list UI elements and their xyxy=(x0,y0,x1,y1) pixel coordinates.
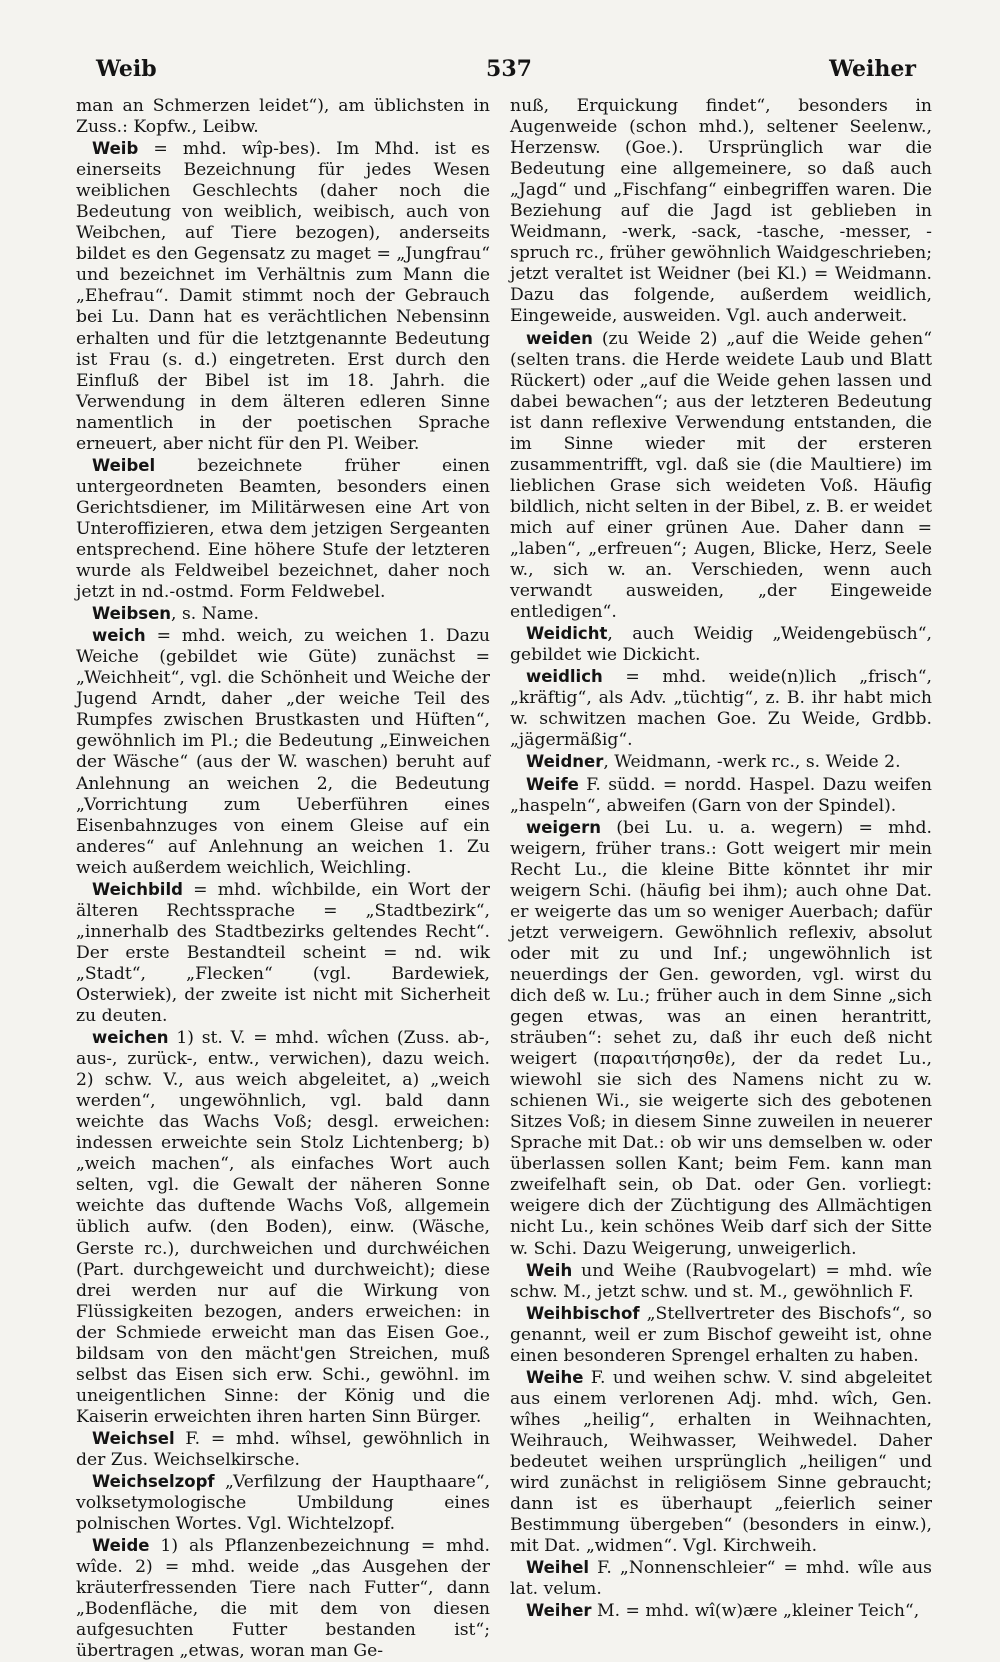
entry-headword: weich xyxy=(92,626,146,646)
entry-text: „Stellvertreter des Bischofs“, so genannt, weil er zum Bischof geweiht ist, ohne einen besonderen Sprengel erhalten zu haben. xyxy=(510,1303,932,1366)
entry-text: = mhd. weich, zu weichen 1. Dazu Weiche (gebildet wie Güte) zunächst = „Weichheit“, vgl. die Schönheit und Weiche der Jugend Arndt, daher „der weiche Teil des Rumpfes zwischen Brustkasten und Hüften“, gewöhnlich im Pl.; die Bedeutung „Einweichen der Wäsche“ (aus der W. waschen) beruht auf Anlehnung an weichen 2, die Bedeutung „Vorrichtung zum Ueberführen eines Eisenbahnzuges von einem Gleise auf ein anderes“ auf Anlehnung an weichen 1. Zu weich außerdem weichlich, Weichling. xyxy=(76,626,490,878)
entry-text: und Weihe (Raubvogelart) = mhd. wîe schw. M., jetzt schw. und st. M., gewöhnlich F. xyxy=(510,1260,932,1302)
dictionary-entry xyxy=(76,1428,490,1471)
dictionary-entry xyxy=(76,1535,490,1662)
entry-text: nuß, Erquickung findet“, besonders in Augenweide (schon mhd.), seltener Seelenw., Herzensw. (Goe.). Ursprünglich war die Bedeutung eine allgemeinere, so daß auch „Jagd“ und „Fischfang“ einbegriffen waren. Die Beziehung auf die Jagd ist geblieben in Weidmann, -werk, -sack, -tasche, -messer, -spruch rc., früher gewöhnlich Waidgeschrieben; jetzt veraltet ist Weidner (bei Kl.) = Weidmann. Dazu das folgende, außerdem weidlich, Eingeweide, ausweiden. Vgl. auch anderweit. xyxy=(510,96,932,327)
entry-text: F. = mhd. wîhsel, gewöhnlich in der Zus. Weichselkirsche. xyxy=(76,1428,490,1470)
entry-headword: Weibel xyxy=(92,455,156,475)
dictionary-entry xyxy=(76,603,490,625)
page-header xyxy=(86,56,932,92)
dictionary-entry xyxy=(76,879,490,1027)
entry-headword: Weiher xyxy=(526,1601,592,1621)
dictionary-entry xyxy=(510,774,932,817)
entry-headword: weichen xyxy=(92,1028,169,1048)
entry-text: (zu Weide 2) „auf die Weide gehen“ (selten trans. die Herde weidete Laub und Blatt Rückert) oder „auf die Weide gehen lassen und dabei bewachen“; aus der letzteren Bedeutung ist dann reflexive Verwendung entstanden, die im Sinne wieder mit der ersteren zusammentrifft, vgl. daß sie (die Maultiere) im lieblichen Grase sich weideten Voß. Häufig bildlich, nicht selten in der Bibel, z. B. er weidet mich auf einer grünen Aue. Daher dann = „laben“, „erfreuen“; Augen, Blicke, Herz, Seele w., sich w. an. Verschieden, wenn auch verwandt ausweiden, „der Eingeweide entledigen“. xyxy=(510,328,932,623)
dictionary-entry xyxy=(510,1367,932,1557)
entry-text: F. und weihen schw. V. sind abgeleitet aus einem verlorenen Adj. mhd. wîch, Gen. wîhes „heilig“, erhalten in Weihnachten, Weihrauch, Weihwasser, Weihwedel. Daher bedeutet weihen ursprünglich „heiligen“ und wird zunächst in religiösem Sinne gebraucht; dann ist es überhaupt „feierlich seiner Bestimmung übergeben“ (besonders in einw.), mit Dat. „widmen“. Vgl. Kirchweih. xyxy=(510,1367,932,1557)
dictionary-entry xyxy=(510,1303,932,1367)
entry-text: F. „Nonnenschleier“ = mhd. wîle aus lat. velum. xyxy=(510,1558,932,1600)
entry-headword: Weihel xyxy=(526,1558,590,1578)
dictionary-entry xyxy=(76,1471,490,1535)
entry-headword: weigern xyxy=(526,817,601,837)
dictionary-entry xyxy=(76,625,490,879)
entry-headword: Weidner xyxy=(526,752,604,772)
dictionary-entry xyxy=(510,1600,932,1622)
entry-text: , auch Weidig „Weidengebüsch“, gebildet wie Dickicht. xyxy=(510,624,932,666)
entry-text: F. südd. = nordd. Haspel. Dazu weifen „haspeln“, abweifen (Garn von der Spindel). xyxy=(510,774,932,816)
entry-text: = mhd. wîp-bes). Im Mhd. ist es einerseits Bezeichnung für jedes Wesen weiblichen Geschlechts (daher noch die Bedeutung von weiblich, weibisch, auch von Weibchen, auf Tiere bezogen), anderseits bildet es den Gegensatz zu maget = „Jungfrau“ und bezeichnet im Verhältnis zum Mann die „Ehefrau“. Damit stimmt noch der Gebrauch bei Lu. Dann hat es verächtlichen Nebensinn erhalten und für die letztgenannte Bedeutung ist Frau (s. d.) eingetreten. Erst durch den Einfluß der Bibel ist im 18. Jahrh. die Verwendung in dem älteren edleren Sinne namentlich in der poetischen Sprache erneuert, aber nicht für den Pl. Weiber. xyxy=(76,139,490,454)
entry-text: 1) st. V. = mhd. wîchen (Zuss. ab-, aus-, zurück-, entw., verwichen), dazu weich. 2) schw. V., aus weich abgeleitet, a) „weich werden“, ungewöhnlich, vgl. bald dann weichte das Wachs Voß; desgl. erweichen: indessen erweichte sein Stolz Lichtenberg; b) „weich machen“, als einfaches Wort auch selten, vgl. die Gewalt der näheren Sonne weichte das duftende Wachs Voß, allgemein üblich aufw. (den Boden), einw. (Wäsche, Gerste rc.), durchweichen und durchwéichen (Part. durchgeweicht und durchweicht); diese drei werden nur auf die Wirkung von Flüssigkeiten bezogen, anders erweichen: in der Schmiede erweicht man das Eisen Goe., bildsam von den mächt'gen Streichen, muß selbst das Eisen sich erw. Schi., gewöhnl. im uneigentlichen Sinne: der König und die Kaiserin erweichten ihren harten Sinn Bürger. xyxy=(76,1028,490,1427)
entry-text: bezeichnete früher einen untergeordneten Beamten, besonders einen Gerichtsdiener, im Militärwesen eine Art von Unteroffizieren, etwa dem jetzigen Sergeanten entsprechend. Eine höhere Stufe der letzteren wurde als Feldweibel bezeichnet, daher noch jetzt in nd.-ostmd. Form Feldwebel. xyxy=(76,455,490,603)
entry-headword: Weihe xyxy=(526,1367,584,1387)
header-left-catchword: Weib xyxy=(96,56,157,82)
entry-headword: Weide xyxy=(92,1536,150,1556)
entry-text: = mhd. wîchbilde, ein Wort der älteren Rechtssprache = „Stadtbezirk“, „innerhalb des Stadtbezirks geltendes Recht“. Der erste Bestandteil scheint = nd. wik „Stadt“, „Flecken“ (vgl. Bardewiek, Osterwiek), der zweite ist nicht mit Sicherheit zu deuten. xyxy=(76,879,490,1027)
entry-headword: Weichselzopf xyxy=(92,1472,215,1492)
entry-headword: Weih xyxy=(526,1260,573,1280)
continued-text xyxy=(510,96,932,328)
entry-headword: Weidicht xyxy=(526,624,608,644)
dictionary-entry xyxy=(510,751,932,773)
dictionary-entry xyxy=(510,623,932,666)
dictionary-entry xyxy=(510,1260,932,1303)
entry-text: , s. Name. xyxy=(171,604,259,625)
entry-headword: Weib xyxy=(92,139,139,159)
dictionary-entry xyxy=(76,455,490,603)
entry-headword: weidlich xyxy=(526,667,603,687)
entry-headword: Weichsel xyxy=(92,1428,175,1448)
entry-headword: Weife xyxy=(526,774,579,794)
page-number: 537 xyxy=(486,56,532,82)
dictionary-entry xyxy=(76,1027,490,1428)
entry-headword: Weichbild xyxy=(92,879,183,899)
dictionary-entry xyxy=(76,138,490,455)
continued-text xyxy=(76,96,490,138)
entry-text: 1) als Pflanzenbezeichnung = mhd. wîde. 2) = mhd. weide „das Ausgehen der kräuterfressenden Tiere nach Futter“, dann „Bodenfläche, die mit dem von diesen aufgesuchten Futter bestanden ist“; übertragen „etwas, woran man Ge- xyxy=(76,1536,490,1662)
dictionary-entry xyxy=(510,1557,932,1600)
dictionary-entry xyxy=(510,328,932,624)
entry-headword: weiden xyxy=(526,328,593,348)
dictionary-entry xyxy=(510,817,932,1260)
entry-text: man an Schmerzen leidet“), am üblichsten in Zuss.: Kopfw., Leibw. xyxy=(76,96,490,138)
header-right-catchword: Weiher xyxy=(829,56,916,82)
dictionary-entry xyxy=(510,666,932,751)
entry-text: „Verfilzung der Haupthaare“, volksetymologische Umbildung eines polnischen Wortes. Vgl. Wichtelzopf. xyxy=(76,1472,490,1535)
right-column xyxy=(510,96,932,1622)
entry-text: , Weidmann, -werk rc., s. Weide 2. xyxy=(603,752,901,773)
entry-text: = mhd. weide(n)lich „frisch“, „kräftig“, als Adv. „tüchtig“, z. B. ihr habt mich w. schwitzen machen Goe. Zu Weide, Grdbb. „jägermäßig“. xyxy=(510,667,932,751)
entry-headword: Weihbischof xyxy=(526,1303,640,1323)
entry-text: (bei Lu. u. a. wegern) = mhd. weigern, früher trans.: Gott weigert mir mein Recht Lu., die kleine Bitte könntet ihr mir weigern Schi. (häufig bei ihm); auch ohne Dat. er weigerte das um so weniger Auerbach; dafür jetzt verweigern. Gewöhnlich reflexiv, absolut oder mit zu und Inf.; ungewöhnlich ist neuerdings der Gen. geworden, vgl. wirst du dich deß w. Lu.; früher auch in dem Sinne „sich gegen etwas, was an einen herantritt, sträuben“: sehet zu, daß ihr euch deß nicht weigert (παραιτήσησθε), der da redet Lu., wiewohl sie sich des Namens nicht zu w. schienen Wi., sie weigerte sich des gebotenen Sitzes Voß; in diesem Sinne zuweilen in neuerer Sprache mit Dat.: ob wir uns demselben w. oder überlassen sollen Kant; beim Fem. kann man zweifelhaft sein, ob Dat. oder Gen. vorliegt: weigere dich der Züchtigung des Allmächtigen nicht Lu., kein schönes Weib darf sich der Sitte w. Schi. Dazu Weigerung, unweigerlich. xyxy=(510,817,932,1259)
entry-text: M. = mhd. wî(w)ære „kleiner Teich“, xyxy=(591,1601,920,1622)
entry-headword: Weibsen xyxy=(92,604,172,624)
left-column xyxy=(76,96,490,1662)
